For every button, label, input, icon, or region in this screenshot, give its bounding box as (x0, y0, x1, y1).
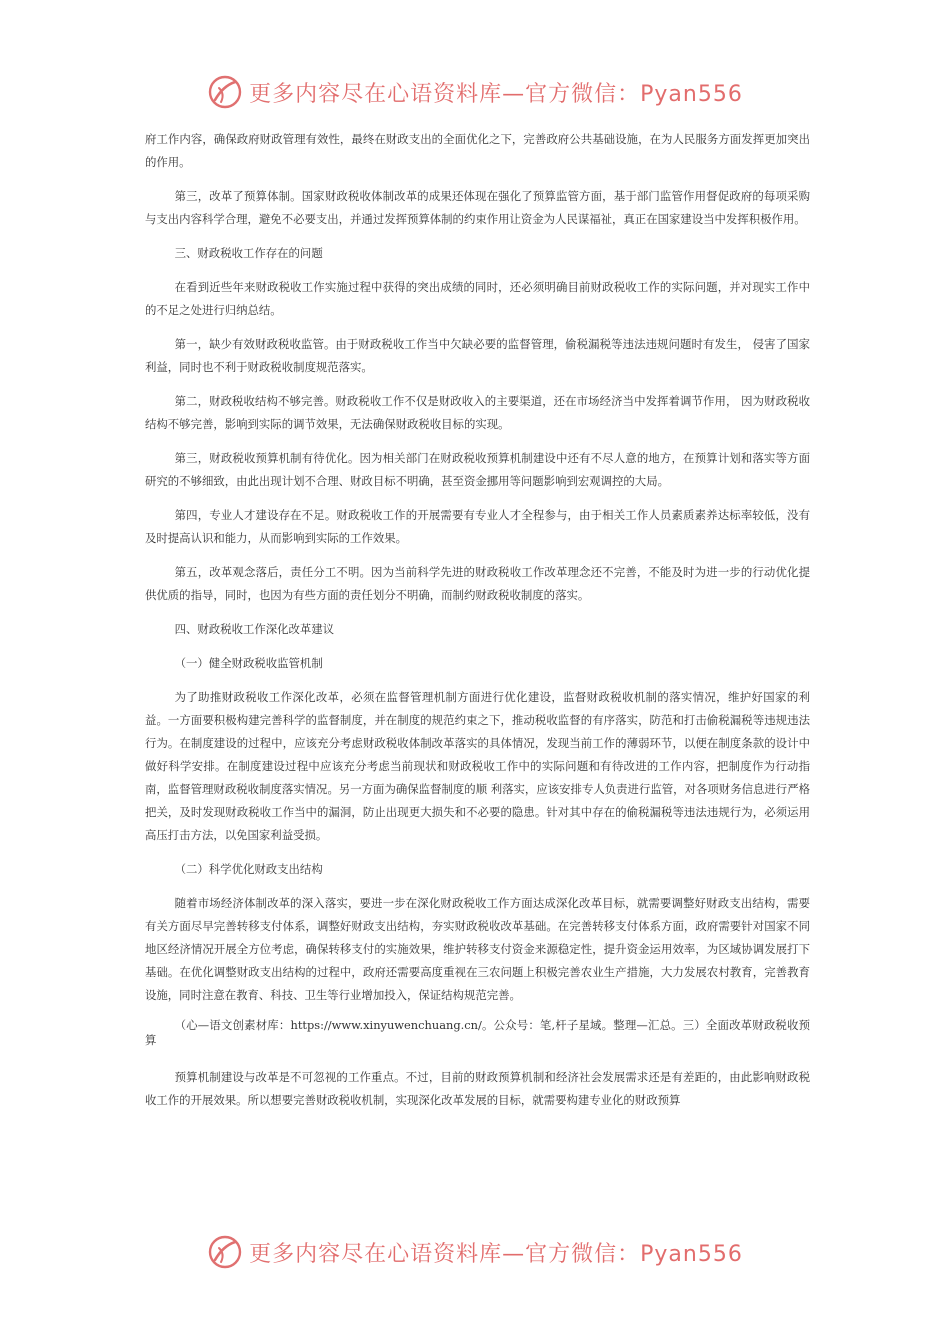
section-heading: 四、财政税收工作深化改革建议 (174, 622, 335, 636)
seal-logo-icon (207, 74, 243, 110)
paragraph: 第二，财政税收结构不够完善。财政税收工作不仅是财政收入的主要渠道，还在市场经济当中发挥着调节作用， 因为财政税收结构不够完善，影响到实际的调节效果，无法确保财政税收目标的实现。 (145, 394, 810, 431)
paragraph: 第一，缺少有效财政税收监管。由于财政税收工作当中欠缺必要的监督管理，偷税漏税等违法违规问题时有发生， 侵害了国家利益，同时也不利于财政税收制度规范落实。 (145, 337, 810, 374)
paragraph: 第三，改革了预算体制。国家财政税收体制改革的成果还体现在强化了预算监管方面，基于部门监管作用督促政府的每项采购与支出内容科学合理，避免不必要支出，并通过发挥预算体制的约束作用让资金为人民谋福祉，真正在国家建设当中发挥积极作用。 (145, 189, 810, 226)
subsection-heading: （二）科学优化财政支出结构 (174, 862, 323, 876)
footer-banner (0, 1232, 950, 1272)
paragraph: 第五，改革观念落后，责任分工不明。因为当前科学先进的财政税收工作改革理念还不完善，不能及时为进一步的行动优化提供优质的指导，同时，也因为有些方面的责任划分不明确，而制约财政税收制度的落实。 (145, 565, 810, 602)
header-banner (0, 72, 950, 112)
source-note: （心—语文创素材库：https://www.xinyuwenchuang.cn/。公众号：笔,杆子星域。整理—汇总。三）全面改革财政税收预算 (145, 1018, 810, 1047)
section-heading: 三、财政税收工作存在的问题 (174, 246, 323, 260)
paragraph: 为了助推财政税收工作深化改革，必须在监督管理机制方面进行优化建设，监督财政税收机制的落实情况，维护好国家的利益。一方面要积极构建完善科学的监督制度，并在制度的规范约束之下，推动税收监督的有序落实，防范和打击偷税漏税等违规违法行为。在制度建设的过程中，应该充分考虑财政税收体制改革落实的具体情况，发现当前工作的薄弱环节，以便在制度条款的设计中做好科学安排。在制度建设过程中应该充分考虑当前现状和财政税收工作中的实际问题和有待改进的工作内容，把制度作为行动指南，监督管理财政税收制度落实情况。另一方面为确保监督制度的顺 利落实，应该安排专人负责进行监管，对各项财务信息进行严格把关，及时发现财政税收工作当中的漏洞，防止出现更大损失和不必要的隐患。针对其中存在的偷税漏税等违法违规行为，必须运用高压打击方法，以免国家利益受损。 (145, 690, 810, 842)
paragraph: 第三，财政税收预算机制有待优化。因为相关部门在财政税收预算机制建设中还有不尽人意的地方，在预算计划和落实等方面研究的不够细致，由此出现计划不合理、财政目标不明确，甚至资金挪用等问题影响到宏观调控的大局。 (145, 451, 810, 488)
banner-text: 更多内容尽在心语资料库—官方微信：Pyan556 (249, 1241, 743, 1267)
paragraph: 在看到近些年来财政税收工作实施过程中获得的突出成绩的同时，还必须明确目前财政税收工作的实际问题，并对现实工作中的不足之处进行归纳总结。 (145, 280, 810, 317)
seal-logo-icon (207, 1234, 243, 1270)
banner-text: 更多内容尽在心语资料库—官方微信：Pyan556 (249, 81, 743, 107)
subsection-heading: （一）健全财政税收监管机制 (174, 656, 323, 670)
document-body (145, 128, 810, 1123)
paragraph: 随着市场经济体制改革的深入落实，要进一步在深化财政税收工作方面达成深化改革目标，就需要调整好财政支出结构，需要有关方面尽早完善转移支付体系，调整好财政支出结构，夯实财政税收改革基础。在完善转移支付体系方面，政府需要针对国家不同地区经济情况开展全方位考虑，确保转移支付的实施效果，维护转移支付资金来源稳定性，提升资金运用效率，为区域协调发展打下基础。在优化调整财政支出结构的过程中，政府还需要高度重视在三农问题上积极完善农业生产措施，大力发展农村教育，完善教育设施，同时注意在教育、科技、卫生等行业增加投入，保证结构规范完善。 (145, 896, 810, 1002)
paragraph: 预算机制建设与改革是不可忽视的工作重点。不过，目前的财政预算机制和经济社会发展需求还是有差距的，由此影响财政税收工作的开展效果。所以想要完善财政税收机制，实现深化改革发展的目标，就需要构建专业化的财政预算 (145, 1070, 810, 1107)
paragraph: 第四，专业人才建设存在不足。财政税收工作的开展需要有专业人才全程参与，由于相关工作人员素质素养达标率较低，没有及时提高认识和能力，从而影响到实际的工作效果。 (145, 508, 810, 545)
paragraph: 府工作内容，确保政府财政管理有效性，最终在财政支出的全面优化之下，完善政府公共基础设施，在为人民服务方面发挥更加突出的作用。 (145, 132, 810, 169)
